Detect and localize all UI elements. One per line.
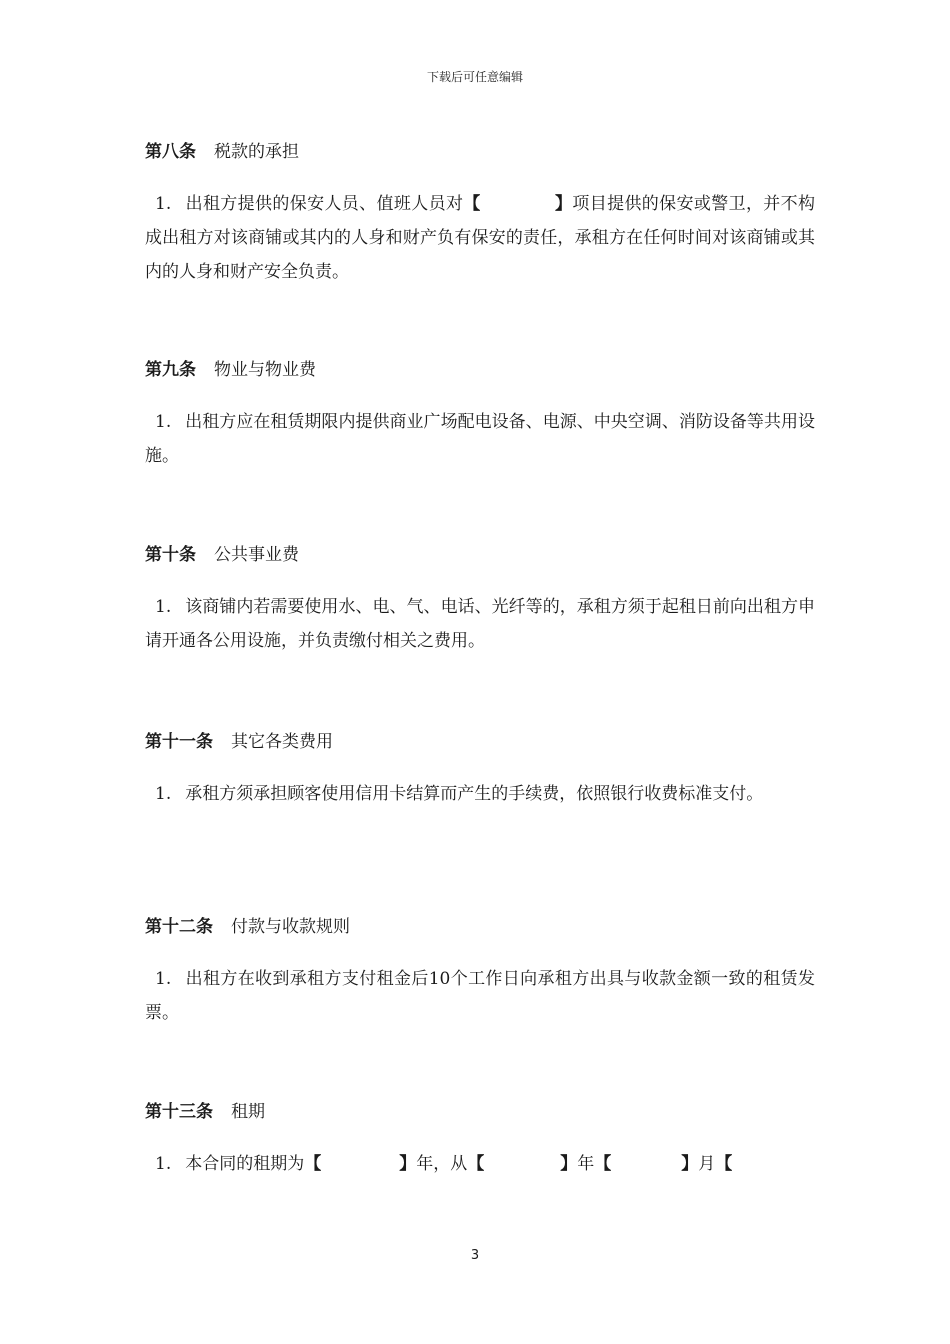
paragraph-index: 1. <box>155 194 172 214</box>
bracket-open: 【 <box>594 1154 612 1174</box>
page-number: 3 <box>470 1248 480 1263</box>
paragraph-text: 年，从 <box>416 1154 468 1174</box>
article-heading <box>145 1099 815 1125</box>
paragraph-text: 出租方在收到承租方支付租金后10个工作日向承租方出具与收款金额一致的租赁发票。 <box>145 969 815 1023</box>
article-heading <box>145 357 815 383</box>
article-title: 物业与物业费 <box>214 360 316 380</box>
bracket-close: 】 <box>681 1154 699 1174</box>
paragraph-text: 该商铺内若需要使用水、电、气、电话、光纤等的，承租方须于起租日前向出租方申请开通各公用设施，并负责缴付相关之费用。 <box>145 597 815 651</box>
bracket-open: 【 <box>467 1154 485 1174</box>
article-number: 第九条 <box>145 360 196 380</box>
article-paragraph <box>145 777 815 811</box>
paragraph-text: 年 <box>577 1154 595 1174</box>
article-number: 第十三条 <box>145 1102 213 1122</box>
paragraph-index: 1. <box>155 597 172 617</box>
article-8 <box>145 139 815 289</box>
article-13 <box>145 1099 815 1181</box>
article-heading <box>145 139 815 165</box>
article-paragraph <box>145 187 815 289</box>
paragraph-index: 1. <box>155 1154 172 1174</box>
paragraph-text: 出租方提供的保安人员、值班人员对 <box>185 194 464 214</box>
article-title: 税款的承担 <box>214 142 299 162</box>
article-paragraph <box>145 1147 815 1181</box>
paragraph-text: 本合同的租期为 <box>185 1154 305 1174</box>
article-paragraph <box>145 405 815 473</box>
paragraph-index: 1. <box>155 784 172 804</box>
paragraph-index: 1. <box>155 969 172 989</box>
article-number: 第八条 <box>145 142 196 162</box>
article-number: 第十二条 <box>145 917 213 937</box>
article-12 <box>145 914 815 1030</box>
paragraph-text: 承租方须承担顾客使用信用卡结算而产生的手续费，依照银行收费标准支付。 <box>185 784 764 804</box>
bracket-open: 【 <box>304 1154 322 1174</box>
article-title: 付款与收款规则 <box>231 917 350 937</box>
paragraph-text: 项目提供的保安或警卫，并不构成出租方对该商铺或其内的人身和财产负有保安的责任，承租方在任何时间对该商铺或其内的人身和财产安全负责。 <box>145 194 816 282</box>
paragraph-text: 月 <box>698 1154 716 1174</box>
article-number: 第十一条 <box>145 732 213 752</box>
article-11 <box>145 729 815 811</box>
article-title: 其它各类费用 <box>231 732 333 752</box>
article-heading <box>145 542 815 568</box>
article-paragraph <box>145 962 815 1030</box>
bracket-open: 【 <box>715 1154 733 1174</box>
article-heading <box>145 729 815 755</box>
paragraph-text: 出租方应在租赁期限内提供商业广场配电设备、电源、中央空调、消防设备等共用设施。 <box>145 412 815 466</box>
article-title: 公共事业费 <box>214 545 299 565</box>
paragraph-index: 1. <box>155 412 172 432</box>
bracket-close: 】 <box>399 1154 417 1174</box>
bracket-open: 【 <box>463 194 481 214</box>
page-header: 下载后可任意编辑 <box>426 70 523 84</box>
bracket-close: 】 <box>560 1154 578 1174</box>
bracket-close: 】 <box>554 194 573 214</box>
article-title: 租期 <box>231 1102 265 1122</box>
article-10 <box>145 542 815 658</box>
article-paragraph <box>145 590 815 658</box>
article-heading <box>145 914 815 940</box>
article-number: 第十条 <box>145 545 196 565</box>
article-9 <box>145 357 815 473</box>
